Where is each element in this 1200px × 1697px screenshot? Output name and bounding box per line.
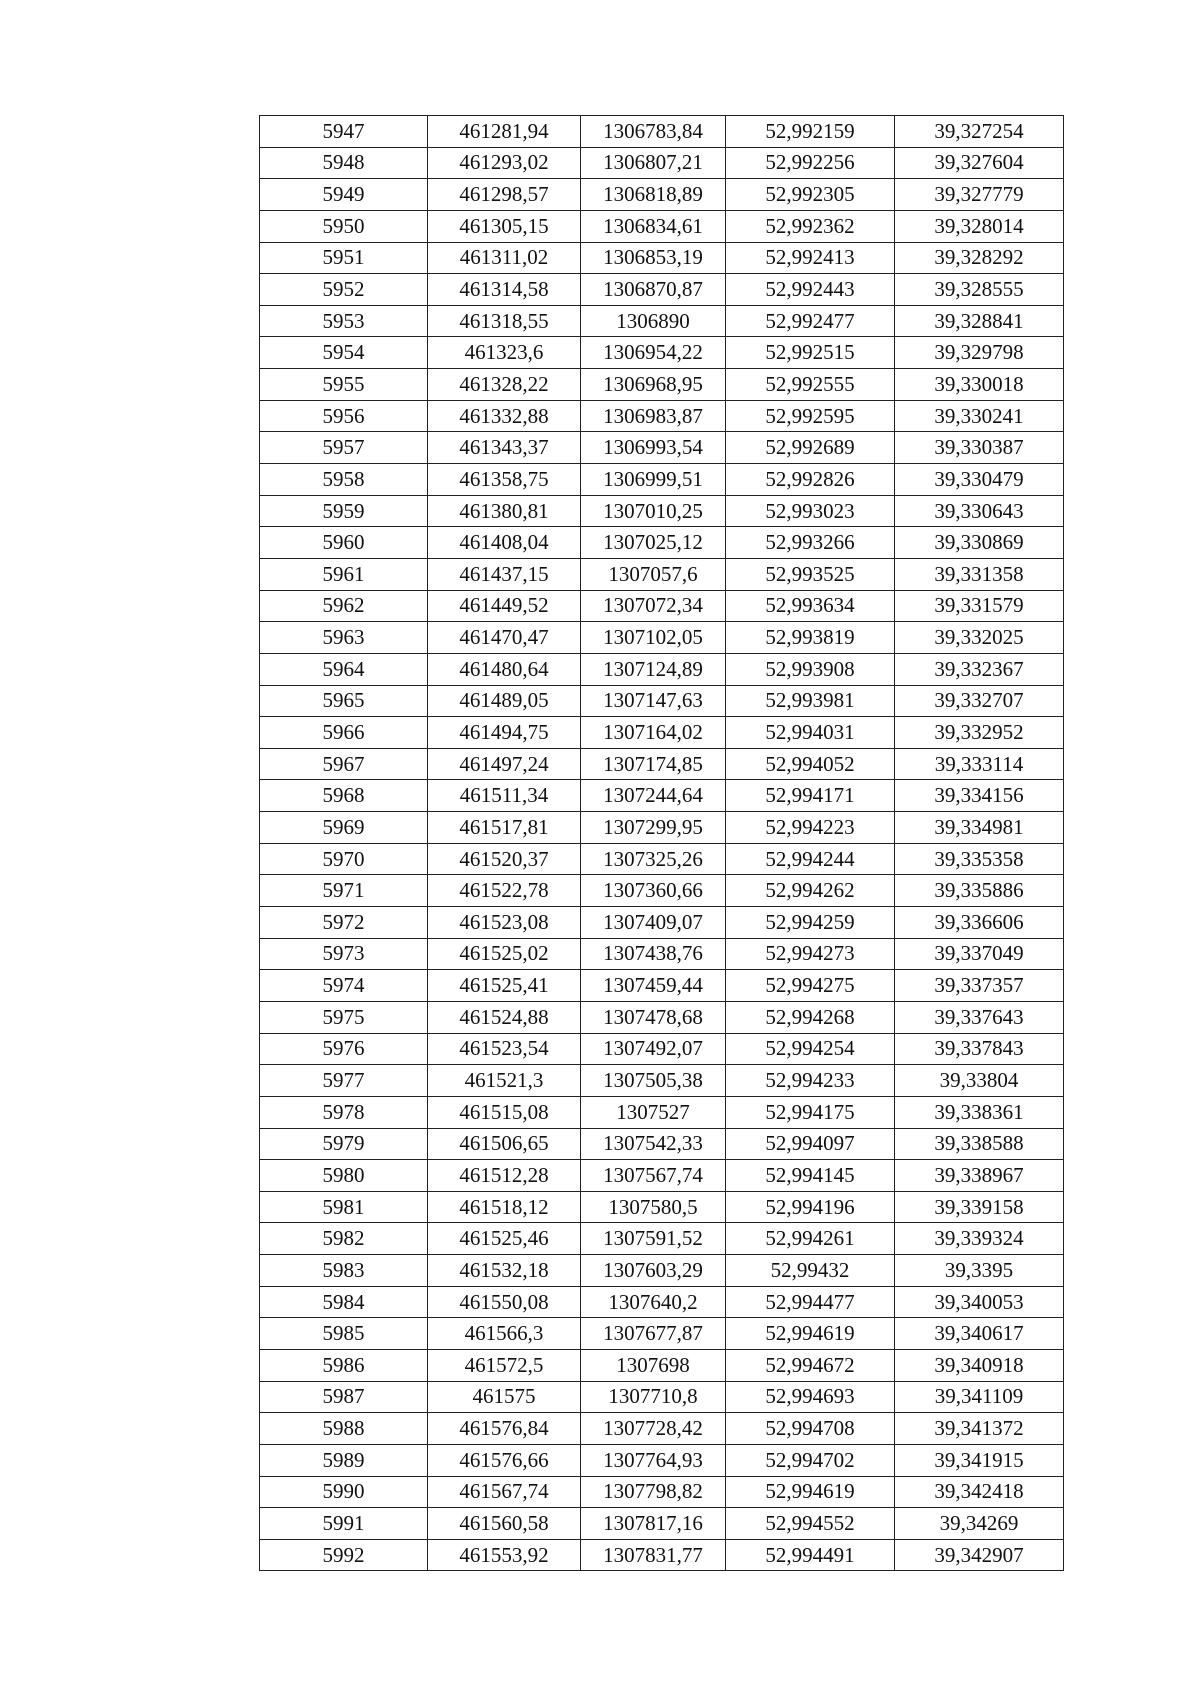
latitude-cell: 52,994275 (726, 970, 895, 1002)
latitude-cell: 52,994702 (726, 1444, 895, 1476)
point-number-cell: 5965 (260, 685, 428, 717)
table-row (260, 1318, 1064, 1350)
table-row (260, 305, 1064, 337)
y-coordinate-cell: 1307072,34 (581, 590, 726, 622)
point-number-cell: 5976 (260, 1033, 428, 1065)
longitude-cell: 39,330387 (895, 432, 1064, 464)
latitude-cell: 52,994262 (726, 875, 895, 907)
longitude-cell: 39,336606 (895, 907, 1064, 939)
table-row (260, 337, 1064, 369)
table-row (260, 1191, 1064, 1223)
x-coordinate-cell: 461380,81 (428, 495, 581, 527)
y-coordinate-cell: 1307438,76 (581, 938, 726, 970)
longitude-cell: 39,329798 (895, 337, 1064, 369)
latitude-cell: 52,992555 (726, 369, 895, 401)
table-row (260, 1065, 1064, 1097)
y-coordinate-cell: 1307817,16 (581, 1508, 726, 1540)
y-coordinate-cell: 1307728,42 (581, 1413, 726, 1445)
point-number-cell: 5974 (260, 970, 428, 1002)
latitude-cell: 52,994233 (726, 1065, 895, 1097)
table-row (260, 1476, 1064, 1508)
table-row (260, 875, 1064, 907)
y-coordinate-cell: 1306783,84 (581, 116, 726, 148)
coordinates-table-body (260, 116, 1064, 1571)
x-coordinate-cell: 461525,02 (428, 938, 581, 970)
point-number-cell: 5970 (260, 843, 428, 875)
latitude-cell: 52,992413 (726, 242, 895, 274)
table-row (260, 1508, 1064, 1540)
x-coordinate-cell: 461576,84 (428, 1413, 581, 1445)
longitude-cell: 39,330018 (895, 369, 1064, 401)
x-coordinate-cell: 461332,88 (428, 400, 581, 432)
table-row (260, 432, 1064, 464)
longitude-cell: 39,341372 (895, 1413, 1064, 1445)
latitude-cell: 52,994196 (726, 1191, 895, 1223)
latitude-cell: 52,992477 (726, 305, 895, 337)
latitude-cell: 52,993525 (726, 558, 895, 590)
latitude-cell: 52,992443 (726, 274, 895, 306)
y-coordinate-cell: 1307677,87 (581, 1318, 726, 1350)
table-row (260, 812, 1064, 844)
point-number-cell: 5959 (260, 495, 428, 527)
table-row (260, 400, 1064, 432)
y-coordinate-cell: 1307710,8 (581, 1381, 726, 1413)
latitude-cell: 52,994477 (726, 1286, 895, 1318)
latitude-cell: 52,994273 (726, 938, 895, 970)
table-row (260, 653, 1064, 685)
longitude-cell: 39,330869 (895, 527, 1064, 559)
y-coordinate-cell: 1307057,6 (581, 558, 726, 590)
latitude-cell: 52,994052 (726, 748, 895, 780)
latitude-cell: 52,994145 (726, 1160, 895, 1192)
y-coordinate-cell: 1307798,82 (581, 1476, 726, 1508)
point-number-cell: 5978 (260, 1096, 428, 1128)
latitude-cell: 52,994254 (726, 1033, 895, 1065)
x-coordinate-cell: 461437,15 (428, 558, 581, 590)
longitude-cell: 39,331358 (895, 558, 1064, 590)
latitude-cell: 52,992826 (726, 464, 895, 496)
x-coordinate-cell: 461358,75 (428, 464, 581, 496)
y-coordinate-cell: 1307010,25 (581, 495, 726, 527)
x-coordinate-cell: 461576,66 (428, 1444, 581, 1476)
latitude-cell: 52,994223 (726, 812, 895, 844)
table-row (260, 717, 1064, 749)
y-coordinate-cell: 1307147,63 (581, 685, 726, 717)
table-row (260, 1160, 1064, 1192)
longitude-cell: 39,338361 (895, 1096, 1064, 1128)
x-coordinate-cell: 461293,02 (428, 147, 581, 179)
point-number-cell: 5971 (260, 875, 428, 907)
table-row (260, 179, 1064, 211)
longitude-cell: 39,337843 (895, 1033, 1064, 1065)
table-row (260, 1349, 1064, 1381)
x-coordinate-cell: 461489,05 (428, 685, 581, 717)
table-row (260, 1286, 1064, 1318)
table-row (260, 843, 1064, 875)
y-coordinate-cell: 1307360,66 (581, 875, 726, 907)
latitude-cell: 52,992689 (726, 432, 895, 464)
point-number-cell: 5972 (260, 907, 428, 939)
x-coordinate-cell: 461553,92 (428, 1539, 581, 1571)
longitude-cell: 39,331579 (895, 590, 1064, 622)
x-coordinate-cell: 461449,52 (428, 590, 581, 622)
longitude-cell: 39,34269 (895, 1508, 1064, 1540)
x-coordinate-cell: 461506,65 (428, 1128, 581, 1160)
y-coordinate-cell: 1307591,52 (581, 1223, 726, 1255)
table-row (260, 495, 1064, 527)
y-coordinate-cell: 1307492,07 (581, 1033, 726, 1065)
y-coordinate-cell: 1307831,77 (581, 1539, 726, 1571)
table-row (260, 116, 1064, 148)
point-number-cell: 5990 (260, 1476, 428, 1508)
x-coordinate-cell: 461515,08 (428, 1096, 581, 1128)
x-coordinate-cell: 461520,37 (428, 843, 581, 875)
longitude-cell: 39,335358 (895, 843, 1064, 875)
point-number-cell: 5962 (260, 590, 428, 622)
latitude-cell: 52,994708 (726, 1413, 895, 1445)
point-number-cell: 5984 (260, 1286, 428, 1318)
x-coordinate-cell: 461343,37 (428, 432, 581, 464)
latitude-cell: 52,994175 (726, 1096, 895, 1128)
y-coordinate-cell: 1307580,5 (581, 1191, 726, 1223)
longitude-cell: 39,342907 (895, 1539, 1064, 1571)
point-number-cell: 5969 (260, 812, 428, 844)
longitude-cell: 39,328841 (895, 305, 1064, 337)
x-coordinate-cell: 461522,78 (428, 875, 581, 907)
x-coordinate-cell: 461305,15 (428, 210, 581, 242)
longitude-cell: 39,327604 (895, 147, 1064, 179)
x-coordinate-cell: 461532,18 (428, 1255, 581, 1287)
x-coordinate-cell: 461525,46 (428, 1223, 581, 1255)
y-coordinate-cell: 1306870,87 (581, 274, 726, 306)
x-coordinate-cell: 461497,24 (428, 748, 581, 780)
x-coordinate-cell: 461518,12 (428, 1191, 581, 1223)
longitude-cell: 39,330643 (895, 495, 1064, 527)
x-coordinate-cell: 461408,04 (428, 527, 581, 559)
y-coordinate-cell: 1307527 (581, 1096, 726, 1128)
y-coordinate-cell: 1307640,2 (581, 1286, 726, 1318)
latitude-cell: 52,993266 (726, 527, 895, 559)
longitude-cell: 39,335886 (895, 875, 1064, 907)
point-number-cell: 5980 (260, 1160, 428, 1192)
table-row (260, 1444, 1064, 1476)
y-coordinate-cell: 1307764,93 (581, 1444, 726, 1476)
table-row (260, 1255, 1064, 1287)
point-number-cell: 5986 (260, 1349, 428, 1381)
table-row (260, 1001, 1064, 1033)
longitude-cell: 39,33804 (895, 1065, 1064, 1097)
latitude-cell: 52,99432 (726, 1255, 895, 1287)
point-number-cell: 5992 (260, 1539, 428, 1571)
longitude-cell: 39,332025 (895, 622, 1064, 654)
y-coordinate-cell: 1307244,64 (581, 780, 726, 812)
table-row (260, 907, 1064, 939)
longitude-cell: 39,338588 (895, 1128, 1064, 1160)
point-number-cell: 5973 (260, 938, 428, 970)
longitude-cell: 39,327779 (895, 179, 1064, 211)
table-row (260, 1033, 1064, 1065)
longitude-cell: 39,328555 (895, 274, 1064, 306)
table-row (260, 274, 1064, 306)
y-coordinate-cell: 1306890 (581, 305, 726, 337)
point-number-cell: 5949 (260, 179, 428, 211)
longitude-cell: 39,332707 (895, 685, 1064, 717)
point-number-cell: 5948 (260, 147, 428, 179)
x-coordinate-cell: 461523,54 (428, 1033, 581, 1065)
x-coordinate-cell: 461524,88 (428, 1001, 581, 1033)
longitude-cell: 39,341915 (895, 1444, 1064, 1476)
x-coordinate-cell: 461521,3 (428, 1065, 581, 1097)
latitude-cell: 52,992256 (726, 147, 895, 179)
x-coordinate-cell: 461328,22 (428, 369, 581, 401)
longitude-cell: 39,340918 (895, 1349, 1064, 1381)
point-number-cell: 5956 (260, 400, 428, 432)
point-number-cell: 5957 (260, 432, 428, 464)
table-row (260, 527, 1064, 559)
table-row (260, 780, 1064, 812)
point-number-cell: 5989 (260, 1444, 428, 1476)
point-number-cell: 5975 (260, 1001, 428, 1033)
x-coordinate-cell: 461512,28 (428, 1160, 581, 1192)
point-number-cell: 5966 (260, 717, 428, 749)
y-coordinate-cell: 1306807,21 (581, 147, 726, 179)
x-coordinate-cell: 461567,74 (428, 1476, 581, 1508)
point-number-cell: 5953 (260, 305, 428, 337)
point-number-cell: 5987 (260, 1381, 428, 1413)
point-number-cell: 5955 (260, 369, 428, 401)
point-number-cell: 5981 (260, 1191, 428, 1223)
table-row (260, 622, 1064, 654)
y-coordinate-cell: 1307025,12 (581, 527, 726, 559)
x-coordinate-cell: 461298,57 (428, 179, 581, 211)
longitude-cell: 39,334156 (895, 780, 1064, 812)
longitude-cell: 39,328292 (895, 242, 1064, 274)
table-row (260, 1381, 1064, 1413)
x-coordinate-cell: 461318,55 (428, 305, 581, 337)
longitude-cell: 39,332367 (895, 653, 1064, 685)
latitude-cell: 52,994171 (726, 780, 895, 812)
latitude-cell: 52,994619 (726, 1318, 895, 1350)
latitude-cell: 52,994619 (726, 1476, 895, 1508)
longitude-cell: 39,340617 (895, 1318, 1064, 1350)
latitude-cell: 52,993634 (726, 590, 895, 622)
point-number-cell: 5963 (260, 622, 428, 654)
y-coordinate-cell: 1306993,54 (581, 432, 726, 464)
y-coordinate-cell: 1307542,33 (581, 1128, 726, 1160)
y-coordinate-cell: 1307299,95 (581, 812, 726, 844)
x-coordinate-cell: 461281,94 (428, 116, 581, 148)
point-number-cell: 5950 (260, 210, 428, 242)
latitude-cell: 52,994244 (726, 843, 895, 875)
y-coordinate-cell: 1307459,44 (581, 970, 726, 1002)
y-coordinate-cell: 1306853,19 (581, 242, 726, 274)
y-coordinate-cell: 1306954,22 (581, 337, 726, 369)
longitude-cell: 39,339158 (895, 1191, 1064, 1223)
point-number-cell: 5985 (260, 1318, 428, 1350)
longitude-cell: 39,328014 (895, 210, 1064, 242)
y-coordinate-cell: 1306834,61 (581, 210, 726, 242)
table-row (260, 558, 1064, 590)
longitude-cell: 39,337643 (895, 1001, 1064, 1033)
table-row (260, 1223, 1064, 1255)
point-number-cell: 5979 (260, 1128, 428, 1160)
table-row (260, 369, 1064, 401)
latitude-cell: 52,992305 (726, 179, 895, 211)
x-coordinate-cell: 461323,6 (428, 337, 581, 369)
y-coordinate-cell: 1307102,05 (581, 622, 726, 654)
y-coordinate-cell: 1307325,26 (581, 843, 726, 875)
y-coordinate-cell: 1307478,68 (581, 1001, 726, 1033)
latitude-cell: 52,993819 (726, 622, 895, 654)
longitude-cell: 39,332952 (895, 717, 1064, 749)
x-coordinate-cell: 461566,3 (428, 1318, 581, 1350)
longitude-cell: 39,341109 (895, 1381, 1064, 1413)
y-coordinate-cell: 1307164,02 (581, 717, 726, 749)
y-coordinate-cell: 1306983,87 (581, 400, 726, 432)
point-number-cell: 5960 (260, 527, 428, 559)
point-number-cell: 5954 (260, 337, 428, 369)
table-row (260, 970, 1064, 1002)
longitude-cell: 39,340053 (895, 1286, 1064, 1318)
x-coordinate-cell: 461311,02 (428, 242, 581, 274)
longitude-cell: 39,327254 (895, 116, 1064, 148)
y-coordinate-cell: 1307567,74 (581, 1160, 726, 1192)
longitude-cell: 39,337049 (895, 938, 1064, 970)
longitude-cell: 39,333114 (895, 748, 1064, 780)
table-row (260, 1539, 1064, 1571)
y-coordinate-cell: 1306818,89 (581, 179, 726, 211)
longitude-cell: 39,3395 (895, 1255, 1064, 1287)
table-row (260, 242, 1064, 274)
latitude-cell: 52,992515 (726, 337, 895, 369)
x-coordinate-cell: 461525,41 (428, 970, 581, 1002)
latitude-cell: 52,993908 (726, 653, 895, 685)
table-row (260, 748, 1064, 780)
latitude-cell: 52,994259 (726, 907, 895, 939)
latitude-cell: 52,994097 (726, 1128, 895, 1160)
point-number-cell: 5961 (260, 558, 428, 590)
longitude-cell: 39,337357 (895, 970, 1064, 1002)
table-row (260, 147, 1064, 179)
y-coordinate-cell: 1307505,38 (581, 1065, 726, 1097)
x-coordinate-cell: 461494,75 (428, 717, 581, 749)
x-coordinate-cell: 461550,08 (428, 1286, 581, 1318)
point-number-cell: 5951 (260, 242, 428, 274)
point-number-cell: 5991 (260, 1508, 428, 1540)
point-number-cell: 5988 (260, 1413, 428, 1445)
latitude-cell: 52,994672 (726, 1349, 895, 1381)
longitude-cell: 39,330241 (895, 400, 1064, 432)
point-number-cell: 5952 (260, 274, 428, 306)
x-coordinate-cell: 461575 (428, 1381, 581, 1413)
latitude-cell: 52,994552 (726, 1508, 895, 1540)
point-number-cell: 5967 (260, 748, 428, 780)
x-coordinate-cell: 461314,58 (428, 274, 581, 306)
table-row (260, 685, 1064, 717)
coordinates-table (259, 115, 1064, 1571)
point-number-cell: 5958 (260, 464, 428, 496)
x-coordinate-cell: 461572,5 (428, 1349, 581, 1381)
x-coordinate-cell: 461480,64 (428, 653, 581, 685)
latitude-cell: 52,994693 (726, 1381, 895, 1413)
latitude-cell: 52,994491 (726, 1539, 895, 1571)
latitude-cell: 52,992595 (726, 400, 895, 432)
latitude-cell: 52,993023 (726, 495, 895, 527)
y-coordinate-cell: 1307409,07 (581, 907, 726, 939)
y-coordinate-cell: 1307603,29 (581, 1255, 726, 1287)
x-coordinate-cell: 461560,58 (428, 1508, 581, 1540)
table-row (260, 464, 1064, 496)
table-row (260, 938, 1064, 970)
latitude-cell: 52,994031 (726, 717, 895, 749)
table-row (260, 590, 1064, 622)
latitude-cell: 52,992362 (726, 210, 895, 242)
longitude-cell: 39,342418 (895, 1476, 1064, 1508)
y-coordinate-cell: 1307698 (581, 1349, 726, 1381)
latitude-cell: 52,992159 (726, 116, 895, 148)
y-coordinate-cell: 1307124,89 (581, 653, 726, 685)
table-row (260, 1096, 1064, 1128)
y-coordinate-cell: 1306999,51 (581, 464, 726, 496)
longitude-cell: 39,339324 (895, 1223, 1064, 1255)
longitude-cell: 39,330479 (895, 464, 1064, 496)
point-number-cell: 5968 (260, 780, 428, 812)
point-number-cell: 5982 (260, 1223, 428, 1255)
latitude-cell: 52,994268 (726, 1001, 895, 1033)
table-row (260, 1413, 1064, 1445)
x-coordinate-cell: 461470,47 (428, 622, 581, 654)
y-coordinate-cell: 1307174,85 (581, 748, 726, 780)
y-coordinate-cell: 1306968,95 (581, 369, 726, 401)
point-number-cell: 5983 (260, 1255, 428, 1287)
table-row (260, 1128, 1064, 1160)
x-coordinate-cell: 461517,81 (428, 812, 581, 844)
latitude-cell: 52,994261 (726, 1223, 895, 1255)
latitude-cell: 52,993981 (726, 685, 895, 717)
point-number-cell: 5977 (260, 1065, 428, 1097)
point-number-cell: 5947 (260, 116, 428, 148)
x-coordinate-cell: 461523,08 (428, 907, 581, 939)
longitude-cell: 39,334981 (895, 812, 1064, 844)
longitude-cell: 39,338967 (895, 1160, 1064, 1192)
x-coordinate-cell: 461511,34 (428, 780, 581, 812)
point-number-cell: 5964 (260, 653, 428, 685)
table-row (260, 210, 1064, 242)
